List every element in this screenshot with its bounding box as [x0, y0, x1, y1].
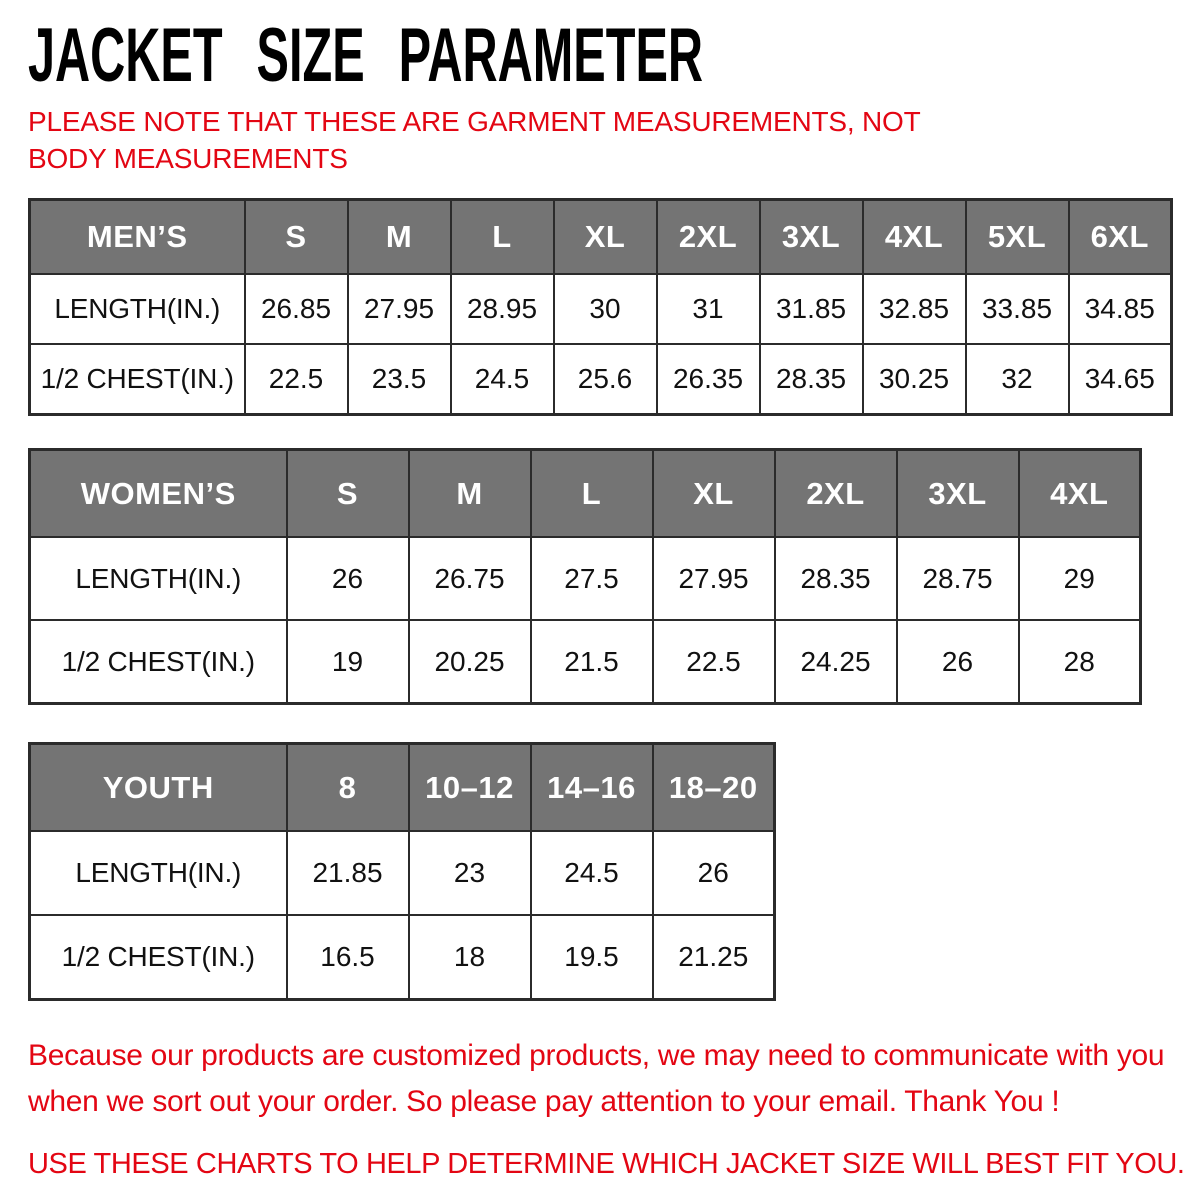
mens-size-table: [28, 198, 1173, 416]
mens-row-label-cell: LENGTH(IN.): [30, 274, 245, 344]
mens-size-column-header: S: [245, 199, 348, 274]
womens-value-cell: 28: [1019, 620, 1141, 703]
womens-size-column-header: M: [409, 449, 531, 537]
mens-group-header-cell: MEN’S: [30, 199, 245, 274]
mens-size-column-header: M: [348, 199, 451, 274]
mens-size-column-header: XL: [554, 199, 657, 274]
youth-value-cell: 23: [409, 831, 531, 915]
youth-measure-row: [30, 831, 775, 915]
customization-notice: Because our products are customized products, we may need to communicate with you when we sort out your order. So please pay attention to your email. Thank You !: [28, 1038, 1165, 1119]
womens-header-row: [30, 449, 1141, 537]
womens-value-cell: 26: [897, 620, 1019, 703]
mens-value-cell: 28.35: [760, 344, 863, 414]
womens-value-cell: 28.35: [775, 537, 897, 620]
womens-size-column-header: 4XL: [1019, 449, 1141, 537]
youth-value-cell: 26: [653, 831, 775, 915]
womens-group-header-cell: WOMEN’S: [30, 449, 287, 537]
womens-value-cell: 28.75: [897, 537, 1019, 620]
mens-size-column-header: 5XL: [966, 199, 1069, 274]
mens-header-row: [30, 199, 1172, 274]
youth-group-header-cell: YOUTH: [30, 743, 287, 831]
womens-size-column-header: 2XL: [775, 449, 897, 537]
womens-size-column-header: S: [287, 449, 409, 537]
womens-value-cell: 22.5: [653, 620, 775, 703]
womens-value-cell: 21.5: [531, 620, 653, 703]
mens-value-cell: 34.65: [1069, 344, 1172, 414]
mens-value-cell: 32: [966, 344, 1069, 414]
youth-value-cell: 24.5: [531, 831, 653, 915]
youth-size-table: [28, 742, 776, 1001]
youth-header-row: [30, 743, 775, 831]
womens-value-cell: 27.95: [653, 537, 775, 620]
mens-size-column-header: 2XL: [657, 199, 760, 274]
mens-row-label-cell: 1/2 CHEST(IN.): [30, 344, 245, 414]
mens-value-cell: 31: [657, 274, 760, 344]
fit-instruction: USE THESE CHARTS TO HELP DETERMINE WHICH JACKET SIZE WILL BEST FIT YOU.: [28, 1147, 1185, 1180]
mens-value-cell: 33.85: [966, 274, 1069, 344]
mens-value-cell: 28.95: [451, 274, 554, 344]
womens-row-label-cell: 1/2 CHEST(IN.): [30, 620, 287, 703]
youth-value-cell: 18: [409, 915, 531, 999]
mens-value-cell: 24.5: [451, 344, 554, 414]
womens-value-cell: 20.25: [409, 620, 531, 703]
womens-size-column-header: 3XL: [897, 449, 1019, 537]
mens-measure-row: [30, 344, 1172, 414]
garment-measurement-note: PLEASE NOTE THAT THESE ARE GARMENT MEASUREMENTS, NOT BODY MEASUREMENTS: [28, 106, 921, 174]
youth-size-column-header: 10–12: [409, 743, 531, 831]
mens-size-column-header: 3XL: [760, 199, 863, 274]
mens-value-cell: 26.35: [657, 344, 760, 414]
youth-size-column-header: 8: [287, 743, 409, 831]
mens-value-cell: 31.85: [760, 274, 863, 344]
youth-size-column-header: 14–16: [531, 743, 653, 831]
youth-value-cell: 19.5: [531, 915, 653, 999]
womens-size-column-header: XL: [653, 449, 775, 537]
mens-value-cell: 30: [554, 274, 657, 344]
youth-row-label-cell: 1/2 CHEST(IN.): [30, 915, 287, 999]
womens-size-table: [28, 448, 1142, 705]
size-tables-container: [28, 198, 1200, 1001]
youth-measure-row: [30, 915, 775, 999]
youth-value-cell: 21.85: [287, 831, 409, 915]
youth-value-cell: 16.5: [287, 915, 409, 999]
womens-value-cell: 19: [287, 620, 409, 703]
womens-measure-row: [30, 537, 1141, 620]
womens-value-cell: 29: [1019, 537, 1141, 620]
womens-measure-row: [30, 620, 1141, 703]
womens-value-cell: 24.25: [775, 620, 897, 703]
mens-size-column-header: 4XL: [863, 199, 966, 274]
womens-size-column-header: L: [531, 449, 653, 537]
mens-value-cell: 23.5: [348, 344, 451, 414]
youth-row-label-cell: LENGTH(IN.): [30, 831, 287, 915]
mens-value-cell: 32.85: [863, 274, 966, 344]
mens-value-cell: 34.85: [1069, 274, 1172, 344]
youth-value-cell: 21.25: [653, 915, 775, 999]
mens-value-cell: 22.5: [245, 344, 348, 414]
page-title: JACKET SIZE PARAMETER: [28, 13, 704, 98]
mens-value-cell: 26.85: [245, 274, 348, 344]
womens-row-label-cell: LENGTH(IN.): [30, 537, 287, 620]
mens-measure-row: [30, 274, 1172, 344]
mens-size-column-header: 6XL: [1069, 199, 1172, 274]
mens-value-cell: 30.25: [863, 344, 966, 414]
womens-value-cell: 27.5: [531, 537, 653, 620]
womens-value-cell: 26: [287, 537, 409, 620]
mens-value-cell: 25.6: [554, 344, 657, 414]
mens-size-column-header: L: [451, 199, 554, 274]
mens-value-cell: 27.95: [348, 274, 451, 344]
womens-value-cell: 26.75: [409, 537, 531, 620]
youth-size-column-header: 18–20: [653, 743, 775, 831]
